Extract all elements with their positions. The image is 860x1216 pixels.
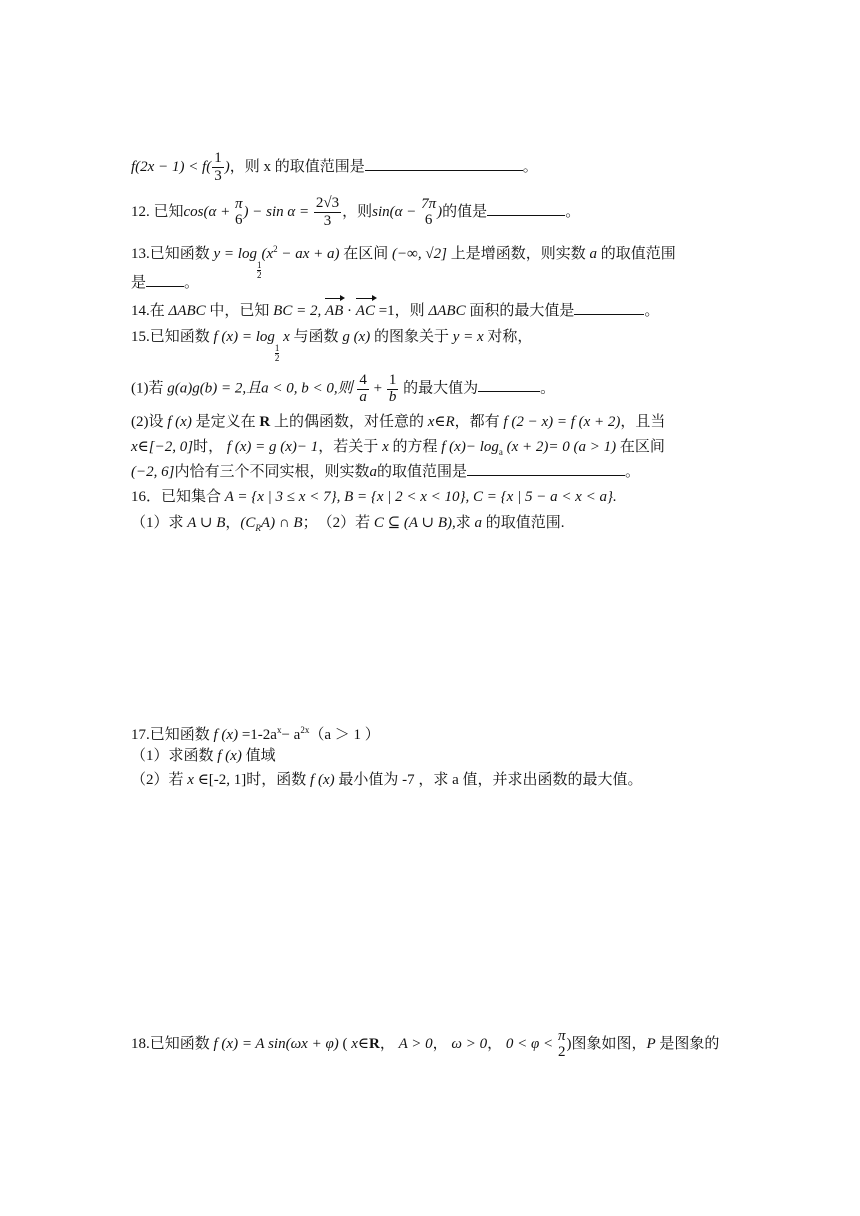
superscript: x bbox=[276, 725, 282, 735]
punct: 。 bbox=[565, 203, 581, 220]
fraction: 7π 6 bbox=[421, 196, 437, 228]
question-text: ∈[-2, 1]时，函数 bbox=[193, 772, 311, 788]
punct: 。 bbox=[625, 464, 641, 480]
math-expr: =1-2a bbox=[238, 727, 277, 743]
math-expr: f (x) bbox=[167, 414, 192, 430]
question-text: ，则 x 的取值范围是 bbox=[229, 158, 365, 175]
math-var: P bbox=[646, 1035, 656, 1052]
math-expr: A ∪ B bbox=[187, 515, 226, 531]
punct: 。 bbox=[522, 158, 538, 175]
question-text: ,求 bbox=[452, 515, 475, 531]
math-expr: x∈[−2, 0] bbox=[131, 439, 194, 455]
math-expr: f (x) = A sin(ωx + φ) bbox=[213, 1035, 339, 1052]
fraction: $\frac{4}{a}$ bbox=[359, 372, 367, 405]
math-expr: (x bbox=[261, 246, 274, 262]
math-expr: f (x)− log bbox=[441, 439, 499, 455]
fraction: $\frac{2√3}{3}$ bbox=[315, 195, 340, 229]
question-text: 在区间 bbox=[616, 439, 665, 455]
math-expr: y = log bbox=[213, 246, 257, 262]
math-expr: f (x) bbox=[213, 727, 239, 743]
question-18 bbox=[131, 1029, 741, 1060]
answer-blank bbox=[365, 156, 523, 171]
math-expr: f (2 − x) = f (x + 2) bbox=[503, 414, 621, 430]
math-expr: BC = 2, bbox=[273, 303, 325, 319]
math-expr: f (x) bbox=[310, 772, 335, 788]
question-text: 的方程 bbox=[388, 439, 442, 455]
plus-operator: + bbox=[369, 380, 386, 397]
math-var: a bbox=[369, 464, 377, 480]
math-expr: (a > 1) bbox=[569, 439, 617, 455]
math-expr: f (x) = g (x)− 1 bbox=[226, 439, 319, 455]
question-text: 上的偶函数，对任意的 bbox=[270, 414, 428, 430]
math-expr: A > 0 bbox=[398, 1035, 433, 1052]
math-expr: ) bbox=[224, 158, 230, 175]
question-text: 对称， bbox=[483, 329, 533, 345]
question-12 bbox=[131, 196, 741, 229]
question-text: 13.已知函数 bbox=[131, 246, 214, 262]
question-15-part-2 bbox=[131, 411, 741, 433]
question-text: ， bbox=[432, 1035, 452, 1052]
math-expr: f(2x − 1) < f( bbox=[131, 158, 212, 175]
superscript: 2 bbox=[273, 244, 278, 254]
question-text: =1，则 bbox=[374, 303, 429, 319]
question-text: ( bbox=[338, 1035, 352, 1052]
question-17-part-2 bbox=[131, 769, 741, 791]
answer-blank bbox=[487, 201, 565, 216]
question-text: （1）求函数 bbox=[131, 748, 218, 764]
subscript: R bbox=[255, 523, 261, 533]
question-text: ， bbox=[225, 515, 241, 531]
math-expr: ) bbox=[437, 203, 443, 220]
vector-ab: AB bbox=[325, 300, 343, 322]
reals-symbol: R bbox=[369, 1035, 380, 1052]
question-text: 的值是 bbox=[442, 203, 488, 220]
superscript: 2x bbox=[300, 725, 310, 735]
question-16 bbox=[131, 486, 741, 508]
question-text: 的最大值为 bbox=[399, 380, 479, 397]
math-expr: x∈R bbox=[427, 414, 455, 430]
question-text: （a ＞ 1 ） bbox=[309, 727, 380, 743]
question-17-part-1 bbox=[131, 745, 741, 767]
math-expr: ΔABC bbox=[168, 303, 206, 319]
question-text: 是定义在 bbox=[191, 414, 260, 430]
math-expr: (−∞, √2] bbox=[392, 246, 447, 262]
math-expr: g(a)g(b) = 2,且a < 0, b < 0,则 bbox=[167, 380, 357, 397]
question-text: ； （2）若 bbox=[302, 515, 374, 531]
question-text: 17.已知函数 bbox=[131, 727, 214, 743]
question-text: 15.已知函数 bbox=[131, 329, 214, 345]
question-text: 的取值范围 bbox=[596, 246, 676, 262]
question-text: （2）若 bbox=[131, 772, 188, 788]
math-var: a bbox=[589, 246, 597, 262]
question-15 bbox=[131, 326, 741, 363]
question-text: ，则 bbox=[342, 203, 373, 220]
subscript-fraction: $\frac{1}{2}$ bbox=[256, 260, 262, 280]
question-text: ， bbox=[487, 1035, 506, 1052]
q11-tail-line bbox=[131, 151, 741, 184]
fraction: π 2 bbox=[557, 1028, 566, 1060]
subscript-fraction: $\frac{1}{2}$ bbox=[274, 343, 280, 363]
math-var: x bbox=[382, 439, 389, 455]
math-var: a bbox=[474, 515, 483, 531]
math-expr: (x + 2)= 0 bbox=[502, 439, 570, 455]
question-text: )图象如图， bbox=[566, 1035, 647, 1052]
vector-ac: AC bbox=[356, 300, 375, 322]
math-expr: g (x) bbox=[342, 329, 371, 345]
question-text: 与函数 bbox=[289, 329, 343, 345]
math-expr: A) ∩ B bbox=[260, 515, 303, 531]
question-text: 16．已知集合 bbox=[131, 489, 225, 505]
math-expr: cos(α + bbox=[183, 203, 235, 220]
math-expr: C ⊆ (A ∪ B) bbox=[373, 515, 453, 531]
math-expr: ) − sin α = bbox=[243, 203, 313, 220]
dot-operator: · bbox=[343, 303, 356, 319]
fraction: $\frac{1}{b}$ bbox=[388, 372, 397, 405]
punct: 。 bbox=[644, 303, 660, 319]
math-expr: − ax + a) bbox=[277, 246, 340, 262]
subscript: a bbox=[498, 447, 503, 457]
reals-symbol: R bbox=[259, 414, 271, 430]
math-expr: (−2, 6] bbox=[131, 464, 175, 480]
math-expr: x bbox=[279, 329, 290, 345]
question-text: 18.已知函数 bbox=[131, 1035, 214, 1052]
question-text: 值域 bbox=[241, 748, 276, 764]
fraction: π 6 bbox=[235, 196, 243, 228]
punct: 。 bbox=[184, 275, 200, 291]
math-var: x bbox=[187, 772, 194, 788]
fraction: $\frac{1}{3}$ bbox=[214, 150, 222, 184]
question-13-continued bbox=[131, 272, 741, 294]
question-text: ，且当 bbox=[620, 414, 666, 430]
question-text: ，若关于 bbox=[318, 439, 383, 455]
math-expr: f (x) = log bbox=[213, 329, 275, 345]
question-text: 时， bbox=[193, 439, 227, 455]
question-text: 是图象的 bbox=[655, 1035, 720, 1052]
answer-blank bbox=[478, 377, 540, 392]
question-text: （1）求 bbox=[131, 515, 188, 531]
question-text: 的取值范围是 bbox=[376, 464, 467, 480]
question-text: ，都有 bbox=[454, 414, 504, 430]
question-text: 14.在 bbox=[131, 303, 169, 319]
math-expr: (C bbox=[240, 515, 256, 531]
question-16-subparts bbox=[131, 512, 741, 539]
math-expr: ω > 0 bbox=[451, 1035, 488, 1052]
question-15-part-2-line3 bbox=[131, 461, 741, 483]
punct: 。 bbox=[540, 380, 556, 397]
question-text: 面积的最大值是 bbox=[465, 303, 575, 319]
math-expr: f (x) bbox=[217, 748, 242, 764]
question-text: 在区间 bbox=[339, 246, 393, 262]
question-text: 的取值范围. bbox=[482, 515, 565, 531]
sub-question-label: (1)若 bbox=[131, 380, 168, 397]
math-expr: x∈ bbox=[351, 1035, 370, 1052]
question-text: 是 bbox=[131, 275, 147, 291]
math-expr: ΔABC bbox=[428, 303, 466, 319]
math-expr: sin(α − bbox=[372, 203, 421, 220]
answer-blank bbox=[574, 300, 644, 315]
question-text: 最小值为 -7 ，求 a 值，并求出函数的最大值。 bbox=[334, 772, 643, 788]
question-text: ， bbox=[379, 1035, 399, 1052]
question-text: 内恰有三个不同实根，则实数 bbox=[174, 464, 370, 480]
math-expr: y = x bbox=[452, 329, 484, 345]
question-text: 中，已知 bbox=[205, 303, 274, 319]
question-text: 上是增函数，则实数 bbox=[446, 246, 590, 262]
question-text: 的图象关于 bbox=[370, 329, 453, 345]
math-expr: − a bbox=[281, 727, 301, 743]
math-expr: 0 < φ < bbox=[505, 1035, 557, 1052]
question-15-part-2-line2 bbox=[131, 436, 741, 463]
question-17 bbox=[131, 719, 741, 746]
question-number: 12. 已知 bbox=[131, 203, 184, 220]
answer-blank bbox=[467, 461, 625, 476]
question-14 bbox=[131, 300, 741, 322]
question-15-part-1 bbox=[131, 373, 741, 405]
math-expr: A = {x | 3 ≤ x < 7}, B = {x | 2 < x < 10}, C = {x | 5 − a < x < a}. bbox=[224, 489, 617, 505]
answer-blank bbox=[146, 272, 184, 287]
sub-question-label: (2)设 bbox=[131, 414, 168, 430]
